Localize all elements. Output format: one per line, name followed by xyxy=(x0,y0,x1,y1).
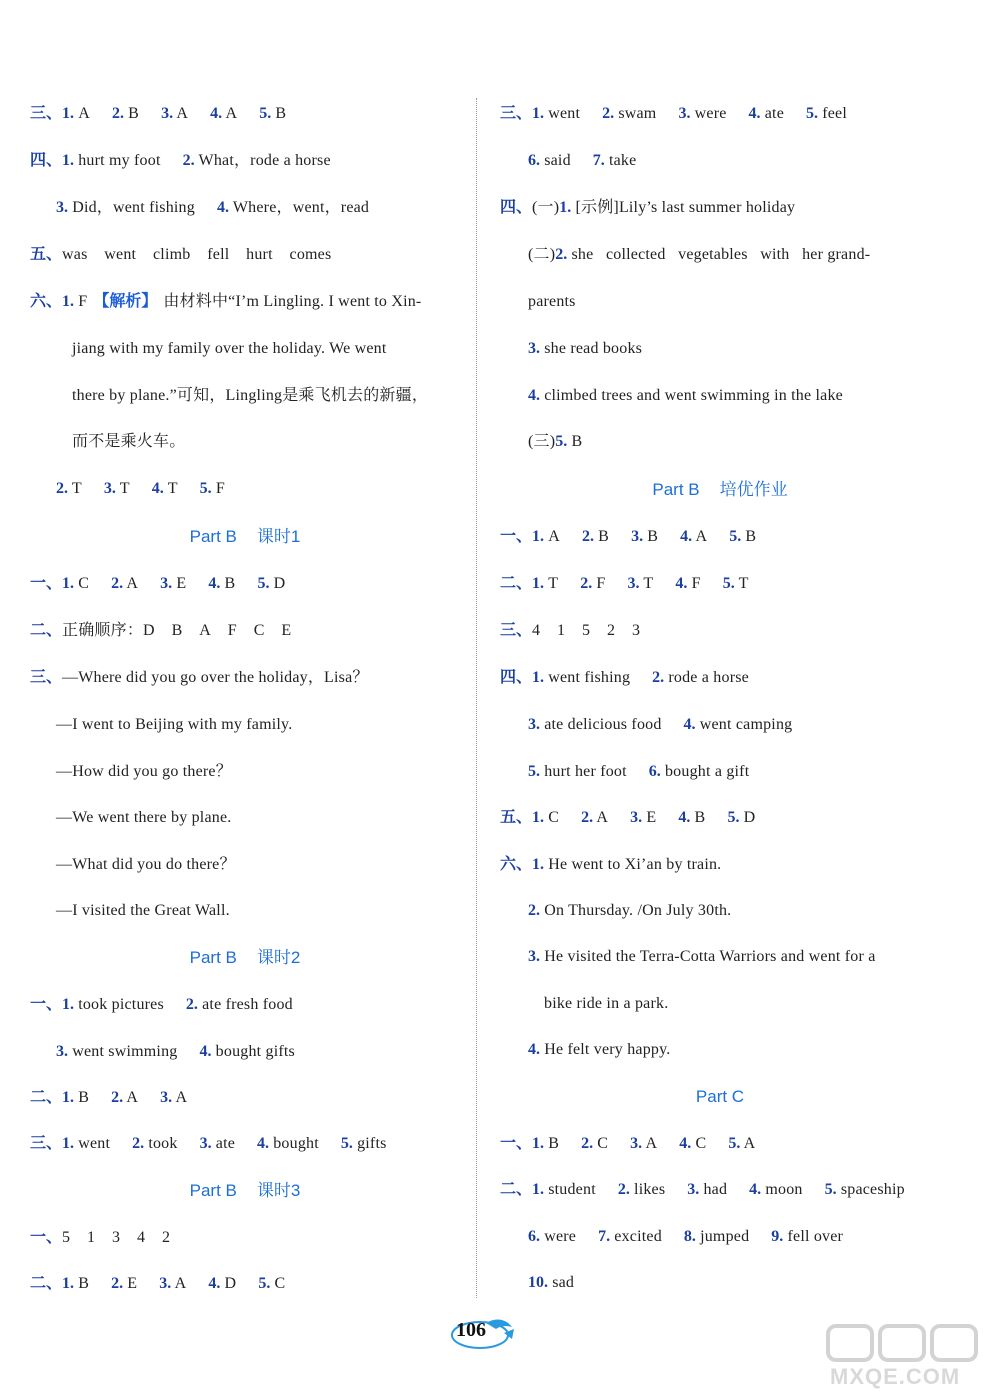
answer-text: D xyxy=(269,575,286,592)
answer-text: A xyxy=(171,1275,187,1292)
answer-text: A xyxy=(74,105,90,122)
answer-text: swam xyxy=(614,105,657,122)
answer-text: excited xyxy=(610,1228,662,1245)
question-marker: 五、 xyxy=(500,809,533,826)
answer-line xyxy=(56,762,232,782)
item-number: 4. xyxy=(680,528,693,545)
answer-line xyxy=(500,527,756,547)
answer-text: B xyxy=(544,1135,560,1152)
answer-text: (一) xyxy=(532,199,560,216)
answer-text: fell over xyxy=(783,1228,844,1245)
item-number: 5. xyxy=(258,1275,271,1292)
answer-line xyxy=(72,432,185,452)
answer-text: —We went there by plane. xyxy=(56,809,232,826)
item-number: 3. xyxy=(630,1135,643,1152)
item-number: 3. xyxy=(56,199,68,216)
answer-text: student xyxy=(544,1181,596,1198)
answer-line xyxy=(56,198,369,218)
item-number: 5. xyxy=(259,105,272,122)
answer-text: T xyxy=(639,575,654,592)
answer-line xyxy=(500,1180,905,1200)
question-marker: 一、 xyxy=(500,528,533,545)
page-number: 106 xyxy=(456,1319,486,1341)
watermark xyxy=(820,1320,990,1390)
answer-line xyxy=(528,715,792,735)
item-number: 5. xyxy=(806,105,818,122)
answer-text: He felt very happy. xyxy=(540,1041,671,1058)
answer-text: take xyxy=(604,152,637,169)
answer-text: bought a gift xyxy=(660,763,750,780)
item-number: 3. xyxy=(199,1135,212,1152)
question-marker: 一、 xyxy=(500,1135,533,1152)
answer-text: ate delicious food xyxy=(540,716,662,733)
answer-text: jiang with my family over the holiday. We went xyxy=(72,340,387,357)
answer-text: climbed trees and went swimming in the lake xyxy=(540,387,843,404)
answer-line xyxy=(500,668,749,688)
answer-line xyxy=(528,432,582,452)
question-marker: 二、 xyxy=(30,622,63,639)
answer-text: went swimming xyxy=(68,1043,178,1060)
answer-text: (二) xyxy=(528,246,556,263)
item-number: 4. xyxy=(675,575,688,592)
answer-text: He went to Xi’an by train. xyxy=(544,856,722,873)
answer-text: E xyxy=(123,1275,138,1292)
answer-text: E xyxy=(642,809,657,826)
item-number: 4. xyxy=(748,105,761,122)
answer-text: B xyxy=(220,575,236,592)
item-number: 2. xyxy=(581,1135,594,1152)
item-number: 6. xyxy=(528,1228,540,1245)
answer-text: rode a horse xyxy=(664,669,749,686)
answer-text: A xyxy=(593,809,609,826)
item-number: 1. xyxy=(532,528,545,545)
item-number: 4. xyxy=(208,1275,221,1292)
answer-text: 正确顺序：D B A F C E xyxy=(62,622,292,639)
column-divider xyxy=(476,98,477,1298)
answer-line xyxy=(30,1274,285,1294)
answer-line xyxy=(30,995,293,1015)
item-number: 2. xyxy=(617,1181,630,1198)
section-lesson: 课时2 xyxy=(256,948,301,967)
answer-text: were xyxy=(540,1228,577,1245)
answer-text: F xyxy=(211,480,225,497)
answer-text: feel xyxy=(818,105,847,122)
answer-text: What，rode a horse xyxy=(194,152,331,169)
watermark-text: MXQE.COM xyxy=(830,1364,961,1389)
answer-text: jumped xyxy=(695,1228,750,1245)
answer-line xyxy=(528,1273,574,1293)
answer-text: T xyxy=(544,575,559,592)
answer-text: T xyxy=(734,575,749,592)
item-number: 1. xyxy=(62,293,75,310)
question-marker: 二、 xyxy=(30,1275,63,1292)
answer-text: —I went to Beijing with my family. xyxy=(56,716,293,733)
answer-text: F xyxy=(687,575,701,592)
answer-line xyxy=(30,668,369,688)
item-number: 6. xyxy=(528,152,540,169)
question-marker: 一、 xyxy=(30,575,63,592)
answer-text: moon xyxy=(761,1181,803,1198)
question-marker: 二、 xyxy=(30,1089,63,1106)
answer-line xyxy=(30,1228,170,1248)
answer-text: Did，went fishing xyxy=(68,199,195,216)
item-number: 2. xyxy=(185,996,198,1013)
item-number: 7. xyxy=(598,1228,611,1245)
answer-line xyxy=(56,855,236,875)
item-number: 3. xyxy=(160,1089,173,1106)
question-marker: 5. xyxy=(555,433,568,450)
answer-text: T xyxy=(163,480,178,497)
item-number: 5. xyxy=(729,528,742,545)
item-number: 10. xyxy=(528,1274,548,1291)
question-marker: 三、 xyxy=(500,622,533,639)
answer-text: went xyxy=(544,105,581,122)
answer-line xyxy=(72,339,387,359)
section-heading xyxy=(30,1180,460,1202)
answer-text: bought xyxy=(269,1135,319,1152)
item-number: 3. xyxy=(631,528,644,545)
item-number: 1. xyxy=(532,1181,545,1198)
section-part: Part B xyxy=(189,948,237,967)
answer-line xyxy=(30,1134,387,1154)
answer-line xyxy=(500,104,847,124)
item-number: 1. xyxy=(532,809,545,826)
answer-text: there by plane.”可知，Lingling是乘飞机去的新疆， xyxy=(72,387,429,404)
item-number: 2. xyxy=(111,575,124,592)
answer-line xyxy=(56,715,292,735)
answer-text: bought gifts xyxy=(211,1043,295,1060)
answer-text: On Thursday. /On July 30th. xyxy=(540,902,732,919)
answer-line xyxy=(30,574,285,594)
answer-text: took pictures xyxy=(74,996,164,1013)
section-heading xyxy=(30,947,460,969)
answer-line xyxy=(30,292,421,312)
answer-line xyxy=(30,1088,187,1108)
answer-text: likes xyxy=(629,1181,666,1198)
item-number: 5. xyxy=(824,1181,837,1198)
answer-text: had xyxy=(699,1181,728,1198)
answer-line xyxy=(56,479,225,499)
item-number: 3. xyxy=(528,948,540,965)
item-number: 2. xyxy=(56,480,68,497)
answer-text: E xyxy=(172,575,187,592)
question-marker: 六、 xyxy=(500,856,533,873)
section-lesson: 课时1 xyxy=(256,527,301,546)
answer-line xyxy=(528,1227,843,1247)
section-heading xyxy=(500,479,940,501)
item-number: 3. xyxy=(56,1043,68,1060)
item-number: 5. xyxy=(727,809,740,826)
answer-text: was went climb fell hurt comes xyxy=(62,246,332,263)
answer-text: A xyxy=(544,528,560,545)
answer-line xyxy=(500,574,749,594)
answer-line xyxy=(56,808,231,828)
question-marker: 一、 xyxy=(30,1229,63,1246)
item-number: 3. xyxy=(161,105,174,122)
answer-text: said xyxy=(540,152,571,169)
item-number: 4. xyxy=(528,1041,540,1058)
page-number-badge xyxy=(446,1313,516,1353)
item-number: 2. xyxy=(652,669,665,686)
item-number: 2. xyxy=(581,528,594,545)
answer-text: A xyxy=(692,528,708,545)
question-marker: 四、 xyxy=(30,152,63,169)
answer-text: hurt her foot xyxy=(540,763,627,780)
item-number: 4. xyxy=(679,1135,692,1152)
answer-text: B xyxy=(643,528,659,545)
section-lesson: 课时3 xyxy=(256,1181,301,1200)
item-number: 4. xyxy=(257,1135,270,1152)
item-number: 4. xyxy=(208,575,221,592)
item-number: 3. xyxy=(160,575,173,592)
answer-text: A xyxy=(222,105,238,122)
answer-line xyxy=(500,1134,755,1154)
item-number: 4. xyxy=(216,199,229,216)
answer-text: 而不是乘火车。 xyxy=(72,433,186,450)
item-number: 1. xyxy=(62,1275,75,1292)
answer-line xyxy=(72,386,428,406)
question-marker: 六、 xyxy=(30,293,63,310)
item-number: 2. xyxy=(111,105,124,122)
section-part: Part B xyxy=(189,1181,237,1200)
item-number: 1. xyxy=(62,575,75,592)
answer-text: went xyxy=(74,1135,111,1152)
section-heading xyxy=(500,1086,940,1108)
answer-line xyxy=(528,901,731,921)
answer-text: —Where did you go over the holiday，Lisa？ xyxy=(62,669,369,686)
answer-text: C xyxy=(544,809,560,826)
item-number: 5. xyxy=(340,1135,353,1152)
answer-text: ate xyxy=(211,1135,236,1152)
item-number: 3. xyxy=(687,1181,700,1198)
item-number: 1. xyxy=(62,152,75,169)
answer-text: B xyxy=(593,528,610,545)
answer-text: C xyxy=(270,1275,286,1292)
answer-text: D xyxy=(739,809,756,826)
item-number: 9. xyxy=(771,1228,784,1245)
section-part: Part C xyxy=(695,1087,745,1106)
answer-line xyxy=(528,151,636,171)
answer-line xyxy=(56,1042,295,1062)
item-number: 3. xyxy=(159,1275,172,1292)
answer-text: she read books xyxy=(540,340,643,357)
item-number: 2. xyxy=(182,152,195,169)
item-number: 3. xyxy=(627,575,640,592)
answer-text: B xyxy=(741,528,757,545)
answer-text: (三) xyxy=(528,433,556,450)
answer-line xyxy=(56,901,230,921)
answer-text: hurt my foot xyxy=(74,152,161,169)
item-number: 4. xyxy=(151,480,164,497)
answer-text: were xyxy=(690,105,727,122)
item-number: 4. xyxy=(678,809,691,826)
answer-text: B xyxy=(567,433,583,450)
answer-line xyxy=(30,151,331,171)
answer-text: A xyxy=(173,105,189,122)
answer-text: went camping xyxy=(695,716,793,733)
item-number: 1. xyxy=(532,856,545,873)
question-marker: 三、 xyxy=(30,669,63,686)
item-number: 1. xyxy=(532,669,545,686)
answer-text: 5 1 3 4 2 xyxy=(62,1229,171,1246)
answer-text: B xyxy=(74,1275,90,1292)
item-number: 4. xyxy=(749,1181,762,1198)
question-marker: 三、 xyxy=(500,105,533,122)
answer-text: F xyxy=(74,293,88,310)
section-lesson: 培优作业 xyxy=(719,480,788,499)
question-marker: 五、 xyxy=(30,246,63,263)
answer-text: T xyxy=(68,480,82,497)
answer-line xyxy=(528,1040,670,1060)
question-marker: 三、 xyxy=(30,105,63,122)
item-number: 5. xyxy=(528,763,540,780)
answer-text: A xyxy=(642,1135,658,1152)
item-number: 1. xyxy=(62,996,75,1013)
answer-text: A xyxy=(123,575,139,592)
item-number: 5. xyxy=(728,1135,741,1152)
item-number: 8. xyxy=(683,1228,696,1245)
answer-line xyxy=(528,292,576,312)
answer-text: ate xyxy=(760,105,784,122)
item-number: 2. xyxy=(528,902,540,919)
item-number: 5. xyxy=(722,575,735,592)
answer-text: B xyxy=(271,105,287,122)
item-number: 2. xyxy=(132,1135,145,1152)
item-number: 3. xyxy=(678,105,691,122)
question-marker: 三、 xyxy=(30,1135,63,1152)
question-marker: 四、 xyxy=(500,669,533,686)
answer-text: C xyxy=(74,575,90,592)
section-part: Part B xyxy=(652,480,700,499)
answer-text: B xyxy=(690,809,706,826)
item-number: 6. xyxy=(648,763,661,780)
item-number: 2. xyxy=(602,105,615,122)
item-number: 2. xyxy=(111,1275,124,1292)
answer-text: —I visited the Great Wall. xyxy=(56,902,230,919)
answer-line xyxy=(500,621,640,641)
answer-text: went fishing xyxy=(544,669,631,686)
question-marker: 二、 xyxy=(500,575,533,592)
answer-line xyxy=(528,762,749,782)
answer-text: A xyxy=(123,1089,139,1106)
question-marker: 四、 xyxy=(500,199,533,216)
answer-text: B xyxy=(74,1089,90,1106)
item-number: 1. xyxy=(532,575,545,592)
answer-text: ate fresh food xyxy=(197,996,293,1013)
answer-text: A xyxy=(740,1135,756,1152)
item-number: 4. xyxy=(210,105,223,122)
item-number: 1. xyxy=(62,105,75,122)
answer-text: spaceship xyxy=(836,1181,905,1198)
answer-text: —What did you do there？ xyxy=(56,856,236,873)
answer-text: He visited the Terra-Cotta Warriors and went for a xyxy=(540,948,876,965)
answer-text: she collected vegetables with her grand- xyxy=(567,246,871,263)
answer-text: —How did you go there？ xyxy=(56,763,232,780)
answer-text: F xyxy=(592,575,606,592)
answer-line xyxy=(30,621,291,641)
item-number: 3. xyxy=(528,716,540,733)
section-part: Part B xyxy=(189,527,237,546)
answer-text: Where，went，read xyxy=(228,199,370,216)
answer-text: C xyxy=(593,1135,609,1152)
question-marker: 2. xyxy=(555,246,568,263)
item-number: 4. xyxy=(199,1043,212,1060)
answer-text: D xyxy=(220,1275,237,1292)
analysis-tag: 【解析】 xyxy=(93,293,158,310)
answer-line xyxy=(30,245,331,265)
answer-line xyxy=(500,808,755,828)
answer-line xyxy=(500,855,721,875)
section-heading xyxy=(30,526,460,548)
item-number: 1. xyxy=(532,105,545,122)
answer-line xyxy=(500,198,795,218)
watermark-logo-icon xyxy=(820,1320,990,1366)
question-marker: 二、 xyxy=(500,1181,533,1198)
question-marker: 1. xyxy=(559,199,572,216)
answer-text: A xyxy=(172,1089,188,1106)
answer-text: B xyxy=(123,105,140,122)
answer-text: took xyxy=(144,1135,178,1152)
answer-text: T xyxy=(115,480,130,497)
answer-text: 4 1 5 2 3 xyxy=(532,622,641,639)
item-number: 1. xyxy=(62,1089,75,1106)
answer-text: 由材料中“I’m Lingling. I went to Xin- xyxy=(163,293,422,310)
answer-text: gifts xyxy=(352,1135,387,1152)
answer-line xyxy=(528,386,843,406)
item-number: 5. xyxy=(257,575,270,592)
answer-text: bike ride in a park. xyxy=(544,995,669,1012)
item-number: 7. xyxy=(592,152,605,169)
item-number: 2. xyxy=(580,575,593,592)
answer-text: parents xyxy=(528,293,576,310)
answer-text: [示例]Lily’s last summer holiday xyxy=(571,199,796,216)
answer-line xyxy=(528,947,876,967)
item-number: 3. xyxy=(103,480,116,497)
item-number: 3. xyxy=(630,809,643,826)
item-number: 2. xyxy=(581,809,594,826)
item-number: 5. xyxy=(199,480,212,497)
answer-line xyxy=(30,104,286,124)
answer-line xyxy=(528,339,642,359)
answer-line xyxy=(544,994,668,1014)
item-number: 2. xyxy=(111,1089,124,1106)
item-number: 3. xyxy=(528,340,540,357)
item-number: 1. xyxy=(532,1135,545,1152)
item-number: 1. xyxy=(62,1135,75,1152)
answer-text: sad xyxy=(548,1274,575,1291)
item-number: 4. xyxy=(683,716,696,733)
question-marker: 一、 xyxy=(30,996,63,1013)
item-number: 4. xyxy=(528,387,540,404)
answer-text: C xyxy=(691,1135,707,1152)
answer-line xyxy=(528,245,870,265)
